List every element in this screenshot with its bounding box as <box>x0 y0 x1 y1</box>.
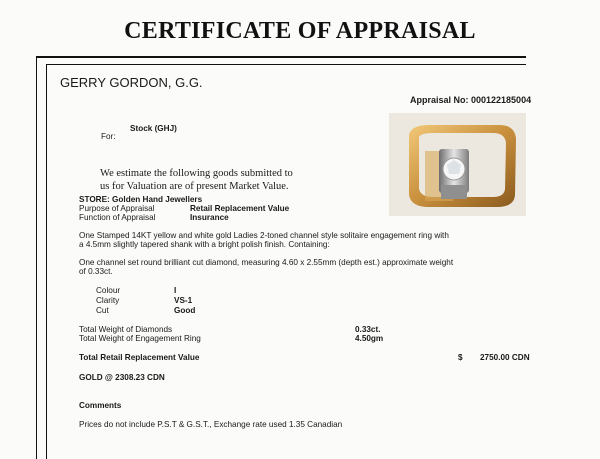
grade-value: VS-1 <box>174 296 193 305</box>
function-label: Function of Appraisal <box>79 213 156 222</box>
description-line-1: One Stamped 14KT yellow and white gold Ladies 2-toned channel style solitaire engagement ring with <box>79 231 449 240</box>
appraisal-number: Appraisal No: 000122185004 <box>410 95 532 105</box>
intro-line-1: We estimate the following goods submitted to <box>100 168 293 179</box>
weight-value: 0.33ct. <box>355 325 381 334</box>
for-label: For: <box>101 132 116 141</box>
diamond-line-2: of 0.33ct. <box>79 267 113 276</box>
gold-price: GOLD @ 2308.23 CDN <box>79 373 165 382</box>
frame-top-rule <box>46 64 526 65</box>
frame-left-rule <box>46 64 47 459</box>
ring-photo <box>389 113 526 216</box>
intro-line-2: us for Valuation are of present Market Value. <box>100 181 289 192</box>
weight-value: 4.50gm <box>355 334 384 343</box>
store-name: STORE: Golden Hand Jewellers <box>79 195 203 204</box>
total-label: Total Retail Replacement Value <box>79 353 200 362</box>
purpose-value: Retail Replacement Value <box>190 204 290 213</box>
description-line-2: a 4.5mm slightly tapered shank with a bright polish finish. Containing: <box>79 240 330 249</box>
comments-heading: Comments <box>79 401 122 410</box>
function-value: Insurance <box>190 213 229 222</box>
total-currency: $ <box>458 353 463 362</box>
outer-left-rule <box>36 56 37 459</box>
grade-label: Clarity <box>96 296 120 305</box>
certificate-title: CERTIFICATE OF APPRAISAL <box>124 18 476 44</box>
ring-illustration <box>389 113 526 216</box>
appraiser-name: GERRY GORDON, G.G. <box>60 75 203 90</box>
grade-label: Cut <box>96 306 109 315</box>
weight-label: Total Weight of Diamonds <box>79 325 173 334</box>
grade-label: Colour <box>96 286 121 295</box>
comments-text: Prices do not include P.S.T & G.S.T., Exchange rate used 1.35 Canadian <box>79 420 343 429</box>
total-value: 2750.00 CDN <box>480 353 530 362</box>
weight-label: Total Weight of Engagement Ring <box>79 334 201 343</box>
purpose-label: Purpose of Appraisal <box>79 204 155 213</box>
diamond-line-1: One channel set round brilliant cut diamond, measuring 4.60 x 2.55mm (depth est.) approximate weight <box>79 258 454 267</box>
grade-value: I <box>174 286 177 295</box>
for-value: Stock (GHJ) <box>130 124 177 133</box>
top-rule <box>36 56 526 58</box>
grade-value: Good <box>174 306 196 315</box>
